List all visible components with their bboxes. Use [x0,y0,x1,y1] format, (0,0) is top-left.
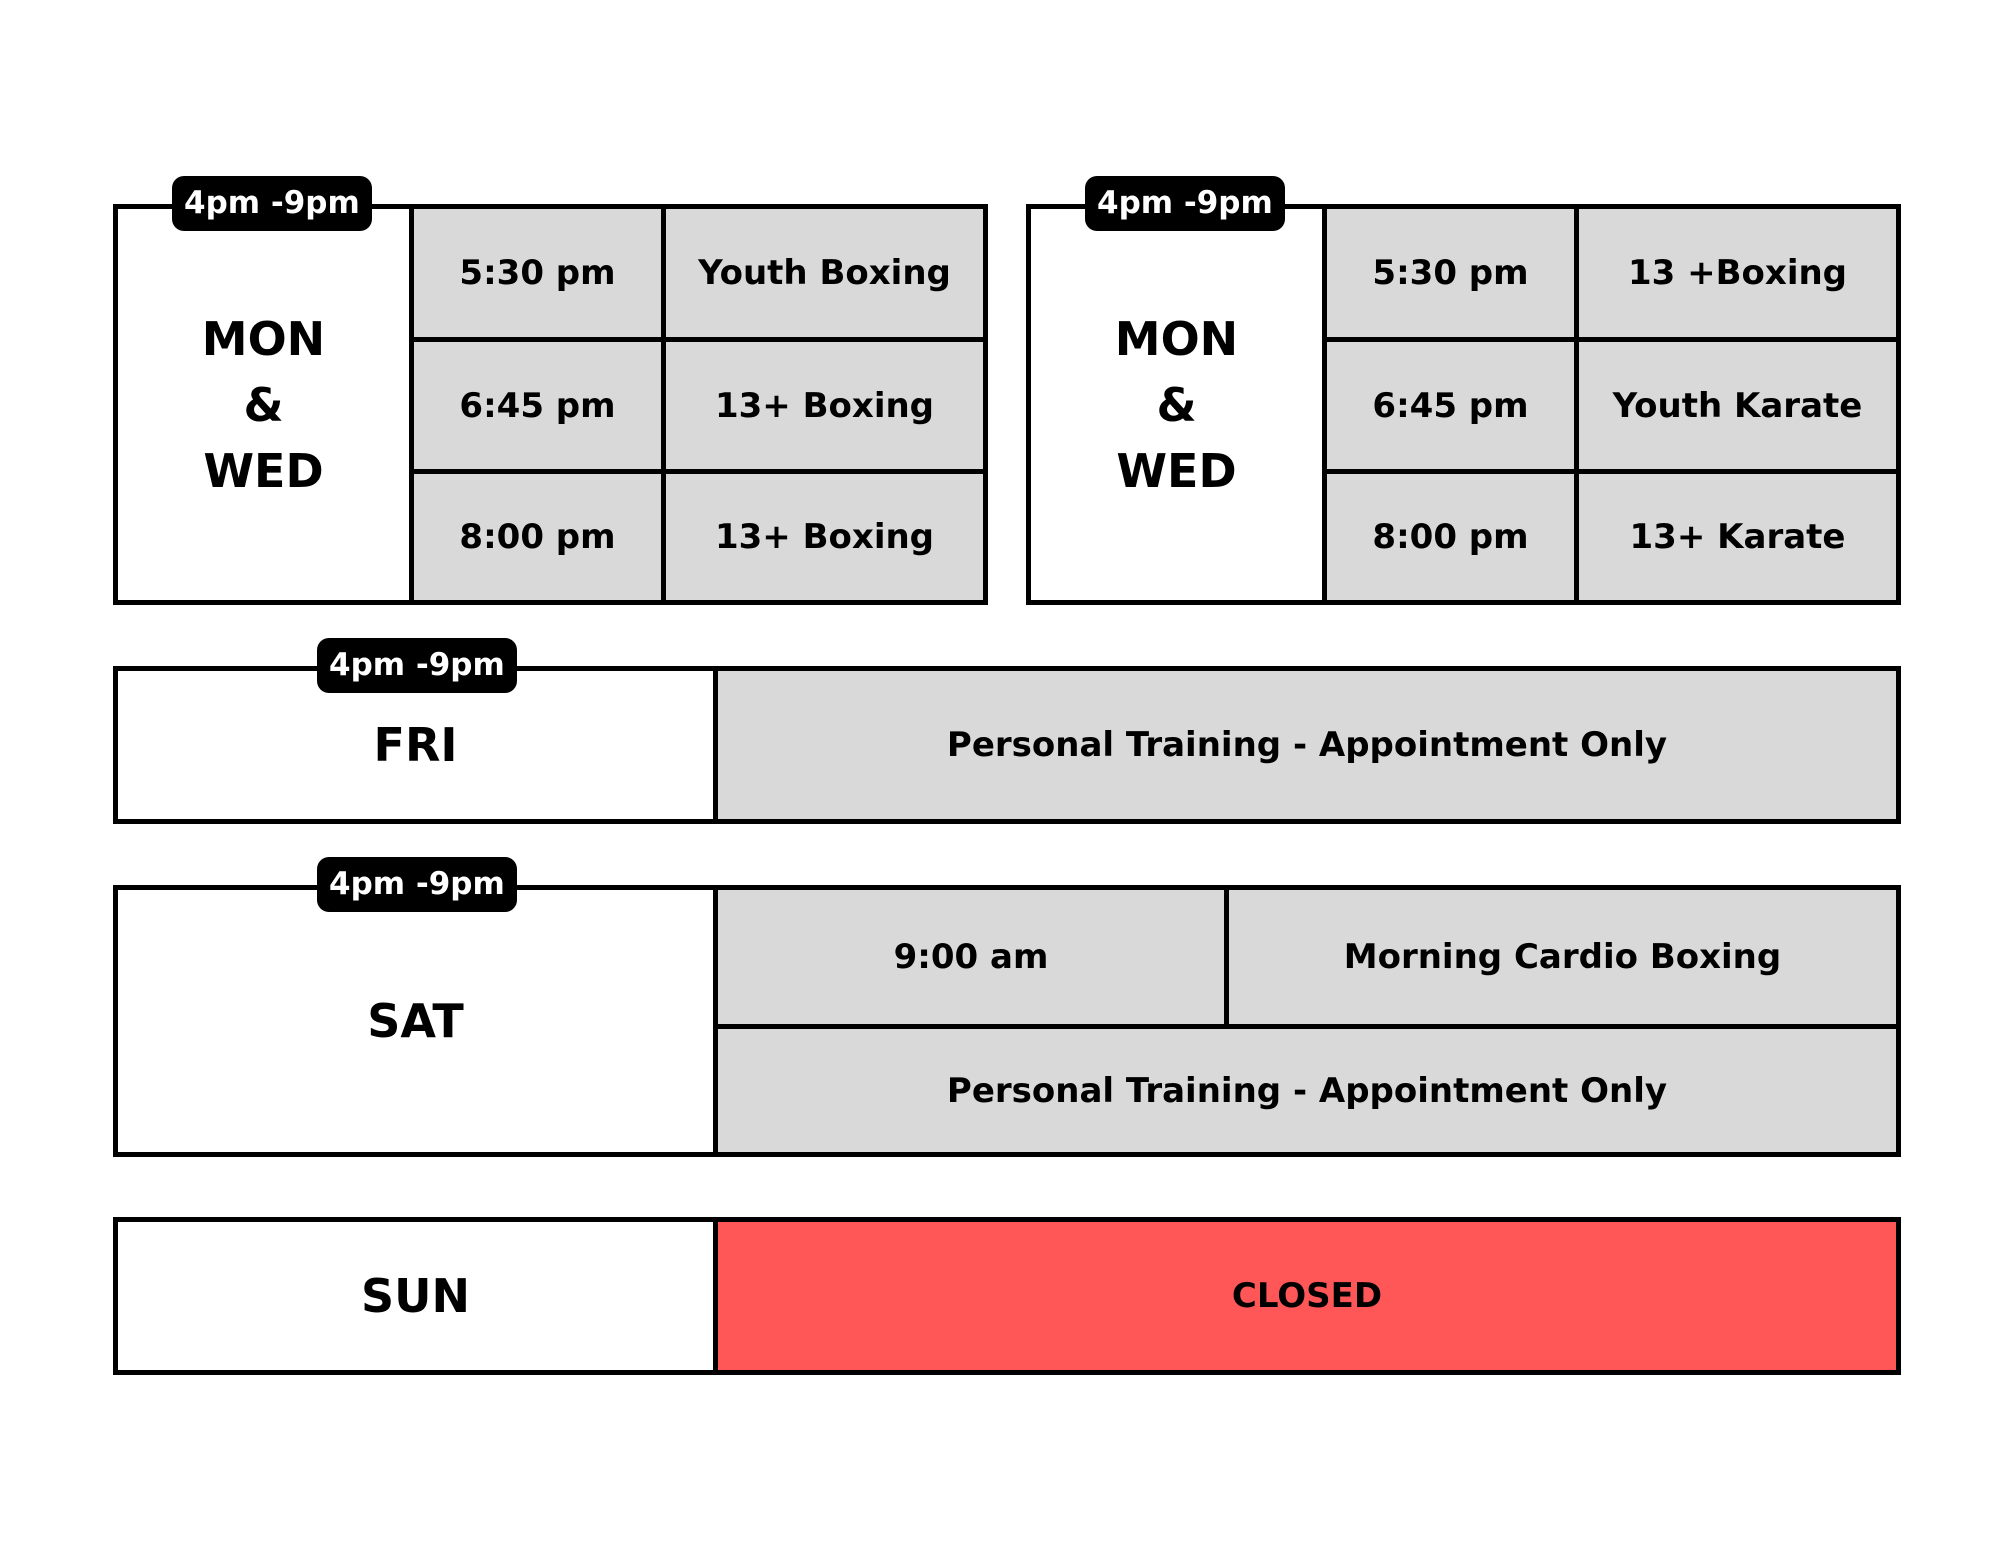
hours-badge-mon-wed-1: 4pm -9pm [172,176,372,231]
class-cell: 13+ Karate [1579,474,1896,600]
divider [414,337,983,342]
day-label-mon-wed-1 [118,209,414,600]
day-line-wed: WED [203,443,324,498]
day-line-amp: & [243,377,284,432]
divider [1574,209,1579,600]
time-cell: 8:00 pm [414,474,661,600]
day-label-sun [118,1222,718,1370]
time-cell: 6:45 pm [1327,342,1574,469]
time-cell: 5:30 pm [1327,209,1574,337]
divider [1327,469,1896,474]
day-label-fri [118,671,718,819]
hours-badge-fri: 4pm -9pm [317,638,517,693]
time-cell: 6:45 pm [414,342,661,469]
day-text-sun: SUN [361,1269,470,1323]
divider [1224,890,1229,1024]
time-cell: 8:00 pm [1327,474,1574,600]
appointment-note-sat: Personal Training - Appointment Only [718,1029,1896,1152]
class-cell: 13 +Boxing [1579,209,1896,337]
schedule-block-sun [113,1217,1901,1375]
appointment-note-fri: Personal Training - Appointment Only [718,671,1896,819]
time-cell: 9:00 am [718,890,1224,1024]
day-text-sat: SAT [367,994,464,1048]
day-label-sat [118,890,718,1152]
class-cell: 13+ Boxing [666,342,983,469]
day-text-fri: FRI [373,718,458,772]
schedule-block-mon-wed-2 [1026,204,1901,605]
class-cell: 13+ Boxing [666,474,983,600]
hours-badge-sat: 4pm -9pm [317,857,517,912]
class-cell: Youth Boxing [666,209,983,337]
day-line-amp: & [1156,377,1197,432]
divider [1327,337,1896,342]
class-cell: Morning Cardio Boxing [1229,890,1896,1024]
day-label-mon-wed-2 [1031,209,1327,600]
divider [414,469,983,474]
day-line-wed: WED [1116,443,1237,498]
time-cell: 5:30 pm [414,209,661,337]
closed-status: CLOSED [718,1222,1896,1370]
schedule-block-mon-wed-1 [113,204,988,605]
hours-badge-mon-wed-2: 4pm -9pm [1085,176,1285,231]
class-cell: Youth Karate [1579,342,1896,469]
day-line-mon: MON [1114,311,1239,366]
day-line-mon: MON [201,311,326,366]
divider [718,1024,1896,1029]
schedule-block-sat [113,885,1901,1157]
divider [661,209,666,600]
